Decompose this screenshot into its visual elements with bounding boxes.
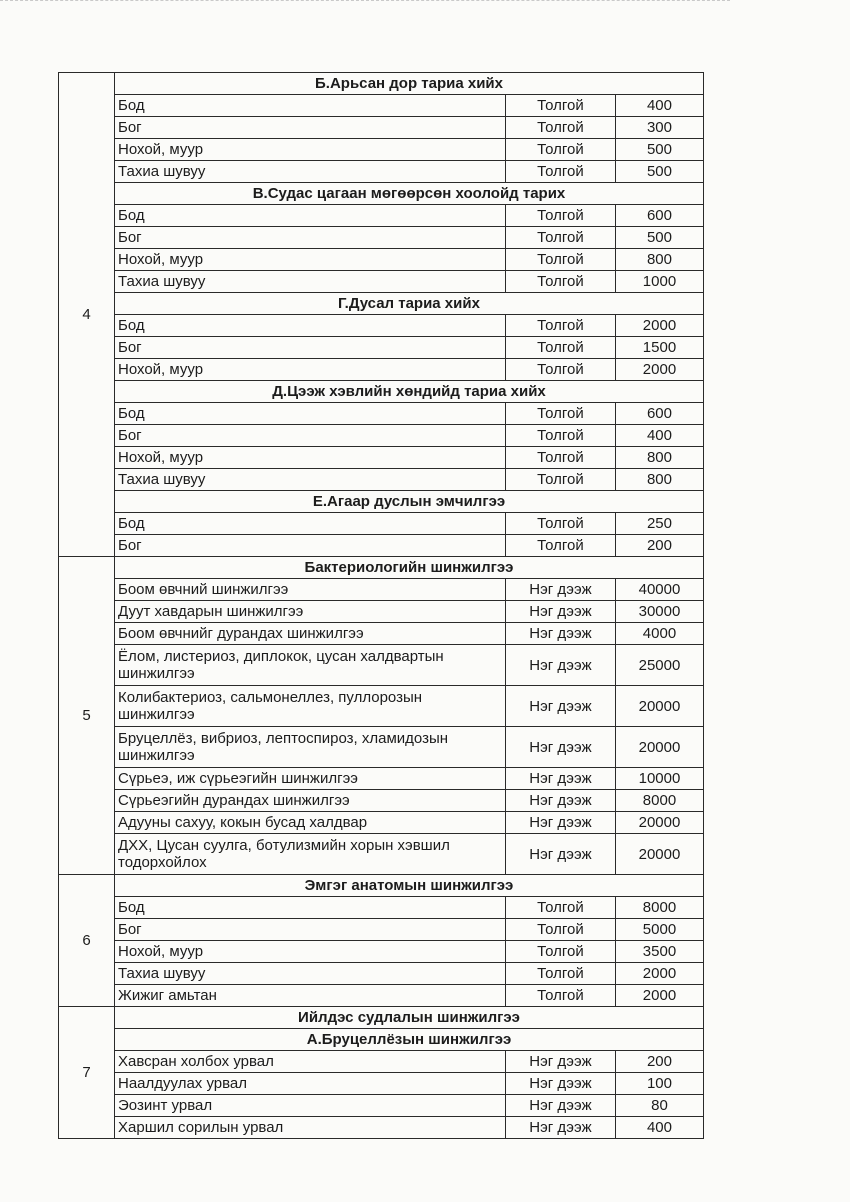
group-title: Е.Агаар дуслын эмчилгээ <box>115 491 704 513</box>
table-row <box>59 623 704 645</box>
item-name: Дуут хавдарын шинжилгээ <box>115 601 506 623</box>
item-unit: Толгой <box>505 359 615 381</box>
item-price: 500 <box>615 227 703 249</box>
table-row <box>59 727 704 768</box>
item-name: Сүрьеэгийн дурандах шинжилгээ <box>115 790 506 812</box>
item-unit: Нэг дээж <box>505 1095 615 1117</box>
item-name: Бод <box>115 95 506 117</box>
item-price: 400 <box>615 425 703 447</box>
item-name: Тахиа шувуу <box>115 161 506 183</box>
price-table <box>58 72 704 1139</box>
item-unit: Толгой <box>505 919 615 941</box>
table-row <box>59 249 704 271</box>
item-name: Харшил сорилын урвал <box>115 1117 506 1139</box>
section-header-row <box>59 1007 704 1029</box>
item-unit: Нэг дээж <box>505 645 615 686</box>
item-unit: Нэг дээж <box>505 812 615 834</box>
item-name: Нохой, муур <box>115 139 506 161</box>
table-row <box>59 963 704 985</box>
item-unit: Нэг дээж <box>505 1073 615 1095</box>
table-row <box>59 1051 704 1073</box>
section-header-row <box>59 293 704 315</box>
item-name: Бод <box>115 513 506 535</box>
table-row <box>59 985 704 1007</box>
table-row <box>59 579 704 601</box>
item-price: 2000 <box>615 315 703 337</box>
table-row <box>59 315 704 337</box>
group-title: Бактериологийн шинжилгээ <box>115 557 704 579</box>
section-header-row <box>59 73 704 95</box>
item-name: Бог <box>115 117 506 139</box>
table-row <box>59 1095 704 1117</box>
table-row <box>59 227 704 249</box>
item-name: Сүрьеэ, иж сүрьеэгийн шинжилгээ <box>115 768 506 790</box>
item-price: 20000 <box>615 812 703 834</box>
item-price: 5000 <box>615 919 703 941</box>
item-unit: Толгой <box>505 205 615 227</box>
item-unit: Толгой <box>505 425 615 447</box>
item-price: 8000 <box>615 897 703 919</box>
item-price: 500 <box>615 139 703 161</box>
item-price: 250 <box>615 513 703 535</box>
item-name: Бод <box>115 897 506 919</box>
item-price: 800 <box>615 469 703 491</box>
item-unit: Нэг дээж <box>505 579 615 601</box>
table-row <box>59 447 704 469</box>
table-row <box>59 425 704 447</box>
group-title: В.Судас цагаан мөгөөрсөн хоолойд тарих <box>115 183 704 205</box>
table-row <box>59 1117 704 1139</box>
item-name: Тахиа шувуу <box>115 271 506 293</box>
item-unit: Толгой <box>505 941 615 963</box>
table-row <box>59 601 704 623</box>
item-unit: Нэг дээж <box>505 727 615 768</box>
item-price: 600 <box>615 403 703 425</box>
section-number: 4 <box>59 73 115 557</box>
item-unit: Нэг дээж <box>505 1051 615 1073</box>
table-row <box>59 95 704 117</box>
table-row <box>59 337 704 359</box>
item-name: Бод <box>115 403 506 425</box>
item-price: 300 <box>615 117 703 139</box>
item-name: Хавсран холбох урвал <box>115 1051 506 1073</box>
item-price: 800 <box>615 447 703 469</box>
group-title: Г.Дусал тариа хийх <box>115 293 704 315</box>
item-price: 20000 <box>615 686 703 727</box>
item-price: 2000 <box>615 985 703 1007</box>
item-unit: Толгой <box>505 963 615 985</box>
table-row <box>59 1073 704 1095</box>
item-unit: Толгой <box>505 403 615 425</box>
item-unit: Толгой <box>505 117 615 139</box>
item-unit: Толгой <box>505 139 615 161</box>
group-title: Эмгэг анатомын шинжилгээ <box>115 875 704 897</box>
item-unit: Толгой <box>505 271 615 293</box>
section-number: 6 <box>59 875 115 1007</box>
item-price: 30000 <box>615 601 703 623</box>
item-price: 500 <box>615 161 703 183</box>
item-name: Боом өвчний шинжилгээ <box>115 579 506 601</box>
item-name: Боом өвчнийг дурандах шинжилгээ <box>115 623 506 645</box>
item-unit: Нэг дээж <box>505 601 615 623</box>
table-row <box>59 271 704 293</box>
item-price: 8000 <box>615 790 703 812</box>
item-unit: Толгой <box>505 95 615 117</box>
item-name: Бод <box>115 315 506 337</box>
item-name: Бог <box>115 919 506 941</box>
item-unit: Нэг дээж <box>505 768 615 790</box>
item-unit: Толгой <box>505 249 615 271</box>
item-name: Наалдуулах урвал <box>115 1073 506 1095</box>
item-price: 1000 <box>615 271 703 293</box>
item-name: Эозинт урвал <box>115 1095 506 1117</box>
item-unit: Нэг дээж <box>505 790 615 812</box>
item-name: Бог <box>115 425 506 447</box>
table-row <box>59 117 704 139</box>
item-name: Нохой, муур <box>115 359 506 381</box>
table-row <box>59 812 704 834</box>
section-header-row <box>59 381 704 403</box>
table-row <box>59 834 704 875</box>
item-unit: Нэг дээж <box>505 834 615 875</box>
item-price: 400 <box>615 95 703 117</box>
item-unit: Толгой <box>505 227 615 249</box>
item-name: Колибактериоз, сальмонеллез, пуллорозын шинжилгээ <box>115 686 506 727</box>
table-row <box>59 535 704 557</box>
group-title: Ийлдэс судлалын шинжилгээ <box>115 1007 704 1029</box>
table-row <box>59 686 704 727</box>
item-price: 2000 <box>615 963 703 985</box>
item-name: ДХХ, Цусан суулга, ботулизмийн хорын хэвшил тодорхойлох <box>115 834 506 875</box>
item-name: Бог <box>115 535 506 557</box>
item-name: Бруцеллёз, вибриоз, лептоспироз, хламидозын шинжилгээ <box>115 727 506 768</box>
group-title: А.Бруцеллёзын шинжилгээ <box>115 1029 704 1051</box>
item-name: Нохой, муур <box>115 249 506 271</box>
item-price: 600 <box>615 205 703 227</box>
item-unit: Нэг дээж <box>505 623 615 645</box>
item-price: 20000 <box>615 834 703 875</box>
item-unit: Толгой <box>505 535 615 557</box>
section-header-row <box>59 491 704 513</box>
item-unit: Толгой <box>505 447 615 469</box>
item-unit: Нэг дээж <box>505 1117 615 1139</box>
section-header-row <box>59 557 704 579</box>
item-price: 10000 <box>615 768 703 790</box>
item-name: Бог <box>115 337 506 359</box>
item-price: 2000 <box>615 359 703 381</box>
item-unit: Толгой <box>505 897 615 919</box>
item-unit: Толгой <box>505 985 615 1007</box>
item-price: 20000 <box>615 727 703 768</box>
item-price: 200 <box>615 1051 703 1073</box>
table-body <box>59 73 704 1139</box>
item-unit: Толгой <box>505 315 615 337</box>
table-row <box>59 790 704 812</box>
item-price: 40000 <box>615 579 703 601</box>
item-unit: Толгой <box>505 513 615 535</box>
table-row <box>59 513 704 535</box>
item-price: 3500 <box>615 941 703 963</box>
table-row <box>59 897 704 919</box>
table-row <box>59 469 704 491</box>
item-name: Адууны сахуу, кокын бусад халдвар <box>115 812 506 834</box>
section-number: 7 <box>59 1007 115 1139</box>
table-row <box>59 768 704 790</box>
table-row <box>59 205 704 227</box>
item-unit: Толгой <box>505 161 615 183</box>
item-name: Бод <box>115 205 506 227</box>
section-number: 5 <box>59 557 115 875</box>
table-row <box>59 403 704 425</box>
item-price: 800 <box>615 249 703 271</box>
item-unit: Толгой <box>505 469 615 491</box>
item-name: Тахиа шувуу <box>115 469 506 491</box>
item-price: 100 <box>615 1073 703 1095</box>
section-header-row <box>59 183 704 205</box>
item-name: Бог <box>115 227 506 249</box>
table-row <box>59 359 704 381</box>
page-edge <box>0 0 730 7</box>
item-price: 400 <box>615 1117 703 1139</box>
item-price: 200 <box>615 535 703 557</box>
table-row <box>59 919 704 941</box>
item-name: Нохой, муур <box>115 447 506 469</box>
group-title: Б.Арьсан дор тариа хийх <box>115 73 704 95</box>
table-row <box>59 941 704 963</box>
table-row <box>59 645 704 686</box>
item-unit: Толгой <box>505 337 615 359</box>
item-unit: Нэг дээж <box>505 686 615 727</box>
item-price: 4000 <box>615 623 703 645</box>
item-name: Жижиг амьтан <box>115 985 506 1007</box>
item-name: Тахиа шувуу <box>115 963 506 985</box>
item-name: Нохой, муур <box>115 941 506 963</box>
section-header-row <box>59 1029 704 1051</box>
item-name: Ёлом, листериоз, диплокок, цусан халдвартын шинжилгээ <box>115 645 506 686</box>
section-header-row <box>59 875 704 897</box>
table-row <box>59 161 704 183</box>
table-row <box>59 139 704 161</box>
item-price: 25000 <box>615 645 703 686</box>
group-title: Д.Цээж хэвлийн хөндийд тариа хийх <box>115 381 704 403</box>
item-price: 80 <box>615 1095 703 1117</box>
item-price: 1500 <box>615 337 703 359</box>
